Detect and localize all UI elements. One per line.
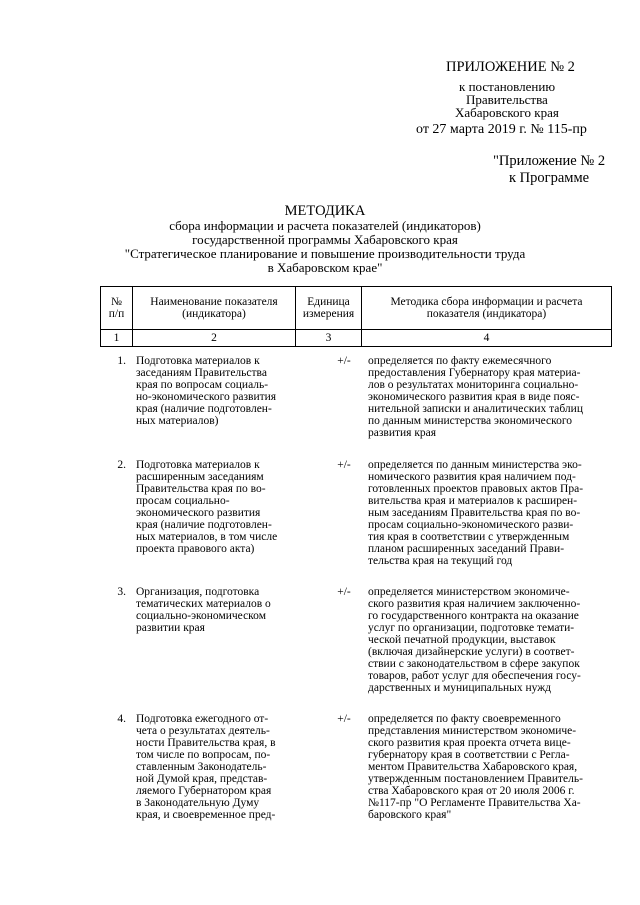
indicator-name-line: края, и своевременное пред-: [136, 809, 276, 821]
col-header-unit-line2: измерения: [302, 308, 355, 320]
unit-value: +/-: [337, 355, 351, 367]
indicator-name-line: ной Думой края, представ-: [136, 773, 268, 785]
method-line: определяется по факту своевременного: [368, 713, 561, 725]
method-line: ным заседаниям Правительства края по во-: [368, 507, 581, 519]
decree-date: от 27 марта 2019 г. № 115-пр: [416, 122, 587, 137]
decree-line-3: Хабаровского края: [455, 105, 559, 120]
col-header-unit: [296, 287, 362, 330]
method-line: номического развития края наличием под-: [368, 471, 576, 483]
method-line: определяется по факту ежемесячного: [368, 355, 552, 367]
indicator-name-line: края (наличие подготовлен-: [136, 519, 272, 531]
method-line: го государственного контракта на оказание: [368, 610, 579, 622]
indicator-name-line: том числе по вопросам, по-: [136, 749, 271, 761]
indicator-name-line: Подготовка ежегодного от-: [136, 713, 269, 725]
indicator-name-line: чета о результатах деятель-: [136, 725, 270, 737]
indicator-name-line: края по вопросам социаль-: [136, 379, 269, 391]
method-line: планом расширенных заседаний Прави-: [368, 543, 565, 555]
indicator-name: [136, 586, 301, 634]
indicator-name-line: Подготовка материалов к: [136, 355, 260, 367]
decree-line-2: Правительства: [466, 92, 548, 107]
method-line: услуг по организации, подготовке темати-: [368, 622, 575, 634]
method-text: [368, 586, 618, 694]
col-header-indicator: [133, 287, 296, 330]
col-header-number-line2: п/п: [108, 308, 125, 320]
method-line: ства Хабаровского края от 20 июля 2006 г.: [368, 785, 575, 797]
method-text: [368, 355, 618, 439]
indicator-name: [136, 459, 301, 555]
unit-value: +/-: [337, 586, 351, 598]
row-number: 4.: [117, 713, 126, 725]
method-line: ческой печатной продукции, выставок: [368, 634, 556, 646]
method-line: определяется министерством экономиче-: [368, 586, 570, 598]
col-number-1: 1: [101, 330, 133, 347]
col-header-method: [362, 287, 612, 330]
indicator-name-line: края (наличие подготовлен-: [136, 403, 272, 415]
method-line: нительной записки и аналитических таблиц: [368, 403, 583, 415]
indicator-name-line: ставленным Законодатель-: [136, 761, 267, 773]
method-line: экономического развития края в виде пояс-: [368, 391, 580, 403]
indicator-name-line: заседаниям Правительства: [136, 367, 267, 379]
method-line: тельства края на текущий год: [368, 555, 513, 567]
col-header-method-line1: Методика сбора информации и расчета: [390, 296, 583, 308]
col-header-number-line1: №: [111, 296, 122, 308]
method-line: предоставления Губернатору края материа-: [368, 367, 581, 379]
title-sub-4: в Хабаровском крае": [267, 260, 383, 275]
program-appendix-line-1: "Приложение № 2: [493, 153, 606, 169]
method-line: баровского края": [368, 809, 452, 821]
indicator-name-line: Правительства края по во-: [136, 483, 266, 495]
col-number-3: 3: [296, 330, 362, 347]
indicator-name-line: проекта правового акта): [136, 543, 255, 555]
method-line: ского развития края проекта отчета вице-: [368, 737, 571, 749]
row-number: 3.: [117, 586, 126, 598]
indicator-name-line: ных материалов): [136, 415, 219, 427]
col-header-method-line2: показателя (индикатора): [426, 308, 547, 320]
method-line: ментом Правительства Хабаровского края,: [368, 761, 578, 773]
method-text: [368, 713, 618, 821]
title-main: МЕТОДИКА: [284, 203, 366, 219]
indicator-name-line: ляемого Губернатором края: [136, 785, 272, 797]
col-number-2: 2: [133, 330, 296, 347]
appendix-title: ПРИЛОЖЕНИЕ № 2: [446, 59, 575, 75]
method-line: (включая дизайнерские услуги) в соответ-: [368, 646, 575, 658]
method-line: товаров, работ услуг для обеспечения госу-: [368, 670, 581, 682]
method-line: просам социально-экономического разви-: [368, 519, 574, 531]
indicator-name-line: ности Правительства края, в: [136, 737, 276, 749]
program-appendix-line-2: к Программе: [509, 170, 590, 186]
col-header-indicator-line1: Наименование показателя: [150, 296, 278, 308]
col-header-indicator-line2: (индикатора): [182, 308, 246, 320]
method-line: вительства края и материалов к расширен-: [368, 495, 578, 507]
indicator-name: [136, 355, 301, 427]
indicator-name-line: просам социально-: [136, 495, 230, 507]
method-text: [368, 459, 618, 567]
indicator-name-line: в Законодательную Думу: [136, 797, 260, 809]
col-number-4: 4: [362, 330, 612, 347]
indicator-name-line: Подготовка материалов к: [136, 459, 260, 471]
decree-line-1: к постановлению: [459, 79, 556, 94]
indicator-name-line: развитии края: [136, 622, 205, 634]
method-line: дарственных и муниципальных нужд: [368, 682, 552, 694]
unit-value: +/-: [337, 459, 351, 471]
method-line: губернатору края в соответствии с Регла-: [368, 749, 570, 761]
indicator-name-line: тематических материалов о: [136, 598, 271, 610]
method-line: определяется по данным министерства эко-: [368, 459, 582, 471]
method-line: готовленных проектов правовых актов Пра-: [368, 483, 584, 495]
method-line: ствии с законодательством в сфере закупок: [368, 658, 580, 670]
method-line: ского развития края наличием заключенно-: [368, 598, 581, 610]
col-header-unit-line1: Единица: [307, 296, 350, 308]
indicator-name-line: расширенным заседаниям: [136, 471, 264, 483]
indicator-name-line: социально-экономическом: [136, 610, 266, 622]
indicator-name-line: экономического развития: [136, 507, 261, 519]
methodology-table-header: [100, 286, 612, 347]
row-number: 2.: [117, 459, 126, 471]
method-line: по данным министерства экономического: [368, 415, 573, 427]
indicator-name: [136, 713, 301, 821]
title-sub-1: сбора информации и расчета показателей (индикаторов): [169, 218, 481, 233]
document-title: [90, 204, 560, 275]
method-line: №117-пр "О Регламенте Правительства Ха-: [368, 797, 581, 809]
indicator-name-line: но-экономического развития: [136, 391, 277, 403]
method-line: развития края: [368, 427, 437, 439]
method-line: тия края в соответствии с утвержденным: [368, 531, 570, 543]
method-line: утвержденным постановлением Правитель-: [368, 773, 583, 785]
method-line: представления министерством экономиче-: [368, 725, 577, 737]
row-number: 1.: [117, 355, 126, 367]
title-sub-3: "Стратегическое планирование и повышение производительности труда: [124, 246, 526, 261]
method-line: лов о результатах мониторинга социально-: [368, 379, 579, 391]
indicator-name-line: ных материалов, в том числе: [136, 531, 278, 543]
col-header-number: [101, 287, 133, 330]
title-sub-2: государственной программы Хабаровского края: [192, 232, 458, 247]
indicator-name-line: Организация, подготовка: [136, 586, 260, 598]
unit-value: +/-: [337, 713, 351, 725]
